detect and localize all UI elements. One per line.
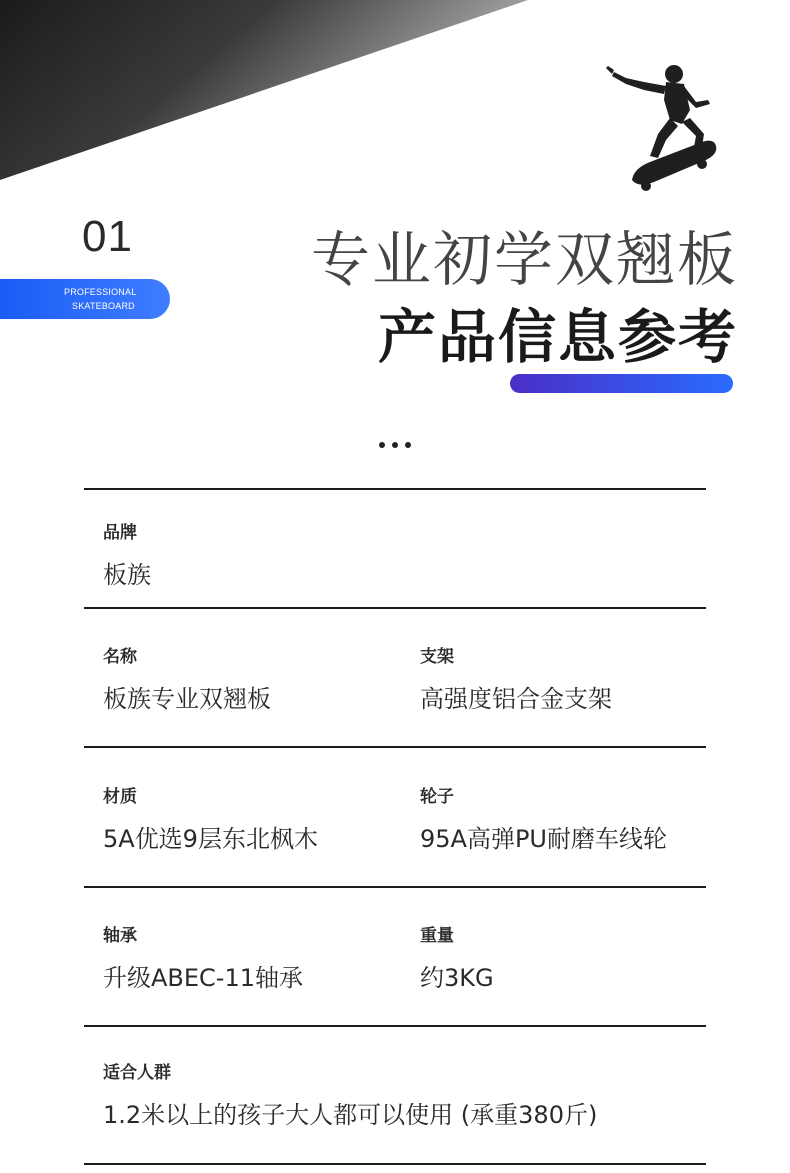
section-number: 01 xyxy=(82,212,133,261)
spec-wheels xyxy=(420,782,667,854)
spec-label: 轴承 xyxy=(103,926,137,946)
page-subtitle: 产品信息参考 xyxy=(377,303,738,371)
spec-value: 板族 xyxy=(103,561,151,589)
divider xyxy=(84,1025,706,1027)
spec-value: 约3KG xyxy=(420,964,494,992)
spec-label: 适合人群 xyxy=(103,1063,171,1083)
spec-label: 重量 xyxy=(420,926,454,946)
spec-weight xyxy=(420,921,494,993)
spec-label: 品牌 xyxy=(103,523,137,543)
divider xyxy=(84,746,706,748)
spec-value: 95A高弹PU耐磨车线轮 xyxy=(420,825,667,853)
spec-value: 板族专业双翘板 xyxy=(103,685,271,713)
spec-value: 1.2米以上的孩子大人都可以使用 (承重380斤) xyxy=(103,1101,598,1129)
divider xyxy=(84,488,706,490)
spec-label: 材质 xyxy=(103,787,137,807)
skateboarder-silhouette-icon xyxy=(604,62,722,194)
badge-line-1: PROFESSIONAL xyxy=(64,287,137,297)
divider xyxy=(84,607,706,609)
spec-audience xyxy=(103,1058,597,1130)
divider xyxy=(84,1163,706,1165)
page-title: 专业初学双翘板 xyxy=(310,225,738,294)
spec-value: 升级ABEC-11轴承 xyxy=(103,964,304,992)
spec-truck xyxy=(420,642,612,714)
badge-line-2: SKATEBOARD xyxy=(72,301,135,311)
spec-label: 轮子 xyxy=(420,787,454,807)
spec-value: 高强度铝合金支架 xyxy=(420,685,612,713)
section-badge xyxy=(0,279,170,319)
divider xyxy=(84,886,706,888)
accent-bar xyxy=(510,374,733,393)
spec-label: 名称 xyxy=(103,647,137,667)
spec-brand xyxy=(103,518,151,590)
spec-material xyxy=(103,782,318,854)
spec-value: 5A优选9层东北枫木 xyxy=(103,825,318,853)
spec-bearing xyxy=(103,921,303,993)
spec-name xyxy=(103,642,271,714)
spec-label: 支架 xyxy=(420,647,454,667)
ellipsis-icon xyxy=(379,442,411,450)
